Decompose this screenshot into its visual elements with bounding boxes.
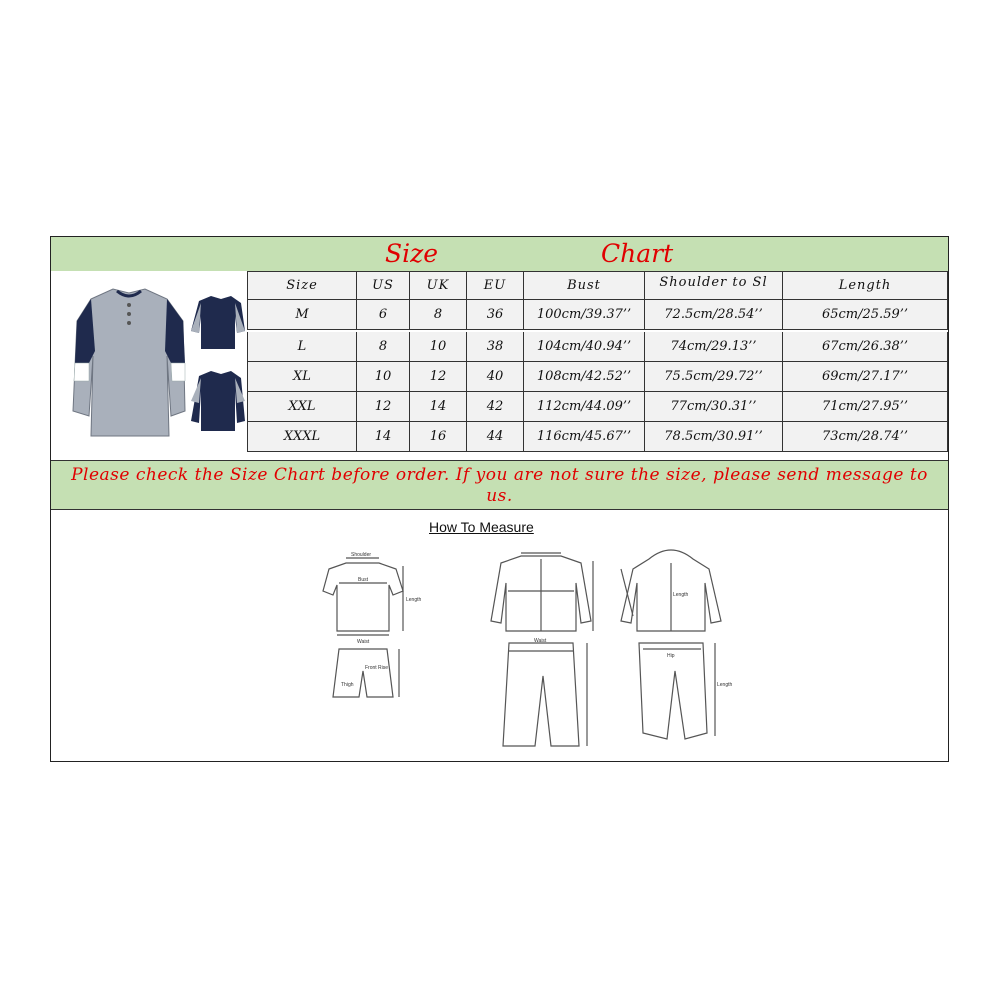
table-cell: 116cm/45.67’’ [524,422,645,452]
table-cell: 100cm/39.37’’ [524,300,645,330]
table-cell: 10 [410,332,467,362]
table-cell: 14 [410,392,467,422]
table-cell: XL [247,362,357,392]
table-header-cell: Size [247,271,357,300]
table-cell: 10 [357,362,410,392]
table-header-cell: EU [467,271,524,300]
product-photo [51,271,247,460]
label-length: Length [406,597,422,603]
table-cell: 38 [467,332,524,362]
label-joggers-length: Length [717,682,733,688]
table-cell: 8 [357,332,410,362]
title-chart: Chart [601,239,674,268]
table-header-cell: US [357,271,410,300]
table-cell: 71cm/27.95’’ [783,392,948,422]
size-table [247,271,948,460]
table-header-cell: Length [783,271,948,300]
table-cell: 78.5cm/30.91’’ [645,422,783,452]
table-cell: XXXL [247,422,357,452]
sweater-illustration [51,271,247,460]
label-hip: Hip [667,653,675,659]
table-cell: 12 [410,362,467,392]
measure-diagram [281,511,733,761]
table-cell: 108cm/42.52’’ [524,362,645,392]
table-cell: 42 [467,392,524,422]
table-header-cell: Bust [524,271,645,300]
table-cell: 72.5cm/28.54’’ [645,300,783,330]
table-cell: 104cm/40.94’’ [524,332,645,362]
label-pants-waist: Waist [534,638,547,644]
table-cell: 69cm/27.17’’ [783,362,948,392]
table-cell: 65cm/25.59’’ [783,300,948,330]
title-bar [51,237,948,271]
table-cell: 36 [467,300,524,330]
notice-text: Please check the Size Chart before order. If you are not sure the size, please send message to us. [51,460,948,510]
table-cell: 16 [410,422,467,452]
title-size: Size [385,239,439,268]
label-hoodie-length: Length [673,592,689,598]
table-header-cell: Shoulder to Sl [645,271,783,300]
table-cell: 8 [410,300,467,330]
table-cell: M [247,300,357,330]
how-to-measure [281,511,733,761]
label-thigh: Thigh [341,682,354,688]
table-cell: 73cm/28.74’’ [783,422,948,452]
table-cell: 77cm/30.31’’ [645,392,783,422]
label-bust: Bust [358,577,369,583]
table-cell: 44 [467,422,524,452]
table-cell: 112cm/44.09’’ [524,392,645,422]
table-cell: 14 [357,422,410,452]
measure-title: How To Measure [429,519,534,535]
label-front-rise: Front Rise [365,665,389,671]
table-cell: 40 [467,362,524,392]
size-chart [50,236,949,762]
table-cell: 6 [357,300,410,330]
table-cell: 75.5cm/29.72’’ [645,362,783,392]
label-shoulder: Shoulder [351,552,372,558]
table-cell: XXL [247,392,357,422]
label-waist: Waist [357,639,370,645]
table-header-cell: UK [410,271,467,300]
table-cell: 67cm/26.38’’ [783,332,948,362]
table-cell: 12 [357,392,410,422]
table-cell: L [247,332,357,362]
table-cell: 74cm/29.13’’ [645,332,783,362]
